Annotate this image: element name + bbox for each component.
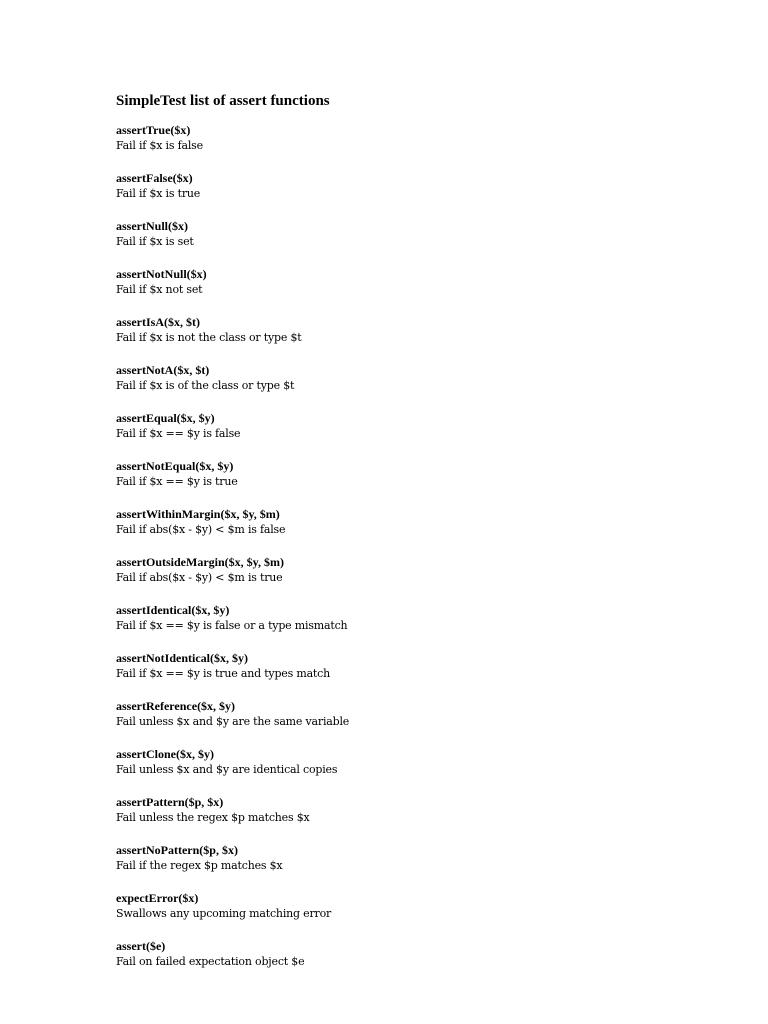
function-name: assert($e) xyxy=(116,939,166,953)
function-name: assertNull($x) xyxy=(116,219,188,233)
function-name: assertReference($x, $y) xyxy=(116,699,236,713)
function-description: Swallows any upcoming matching error xyxy=(116,907,332,920)
function-entry xyxy=(116,458,716,506)
function-name: assertEqual($x, $y) xyxy=(116,411,215,425)
function-description: Fail unless $x and $y are the same variable xyxy=(116,715,350,728)
function-name: assertWithinMargin($x, $y, $m) xyxy=(116,507,280,521)
function-description: Fail if abs($x - $y) < $m is false xyxy=(116,523,286,536)
function-name: assertNotEqual($x, $y) xyxy=(116,459,234,473)
function-description: Fail if $x is true xyxy=(116,187,201,200)
function-description: Fail unless the regex $p matches $x xyxy=(116,811,310,824)
function-entry xyxy=(116,314,716,362)
function-entry xyxy=(116,938,716,986)
function-entry xyxy=(116,266,716,314)
function-entry xyxy=(116,554,716,602)
function-name: expectError($x) xyxy=(116,891,199,905)
document-title: SimpleTest list of assert functions xyxy=(116,93,330,109)
function-description: Fail on failed expectation object $e xyxy=(116,955,305,968)
function-description: Fail if $x == $y is false or a type mismatch xyxy=(116,619,348,632)
function-name: assertIsA($x, $t) xyxy=(116,315,200,329)
function-description: Fail if $x is false xyxy=(116,139,203,152)
function-name: assertFalse($x) xyxy=(116,171,193,185)
function-name: assertIdentical($x, $y) xyxy=(116,603,230,617)
function-entry xyxy=(116,794,716,842)
function-entry xyxy=(116,506,716,554)
function-entry xyxy=(116,362,716,410)
function-name: assertClone($x, $y) xyxy=(116,747,214,761)
function-description: Fail if abs($x - $y) < $m is true xyxy=(116,571,283,584)
function-name: assertNotIdentical($x, $y) xyxy=(116,651,248,665)
function-name: assertTrue($x) xyxy=(116,123,191,137)
function-description: Fail if $x == $y is true and types match xyxy=(116,667,330,680)
function-entry xyxy=(116,650,716,698)
function-entry xyxy=(116,170,716,218)
function-entry xyxy=(116,842,716,890)
function-name: assertNotA($x, $t) xyxy=(116,363,210,377)
document-page xyxy=(116,92,716,986)
function-entry xyxy=(116,602,716,650)
function-name: assertNoPattern($p, $x) xyxy=(116,843,238,857)
function-entry xyxy=(116,890,716,938)
function-entry xyxy=(116,122,716,170)
function-entry xyxy=(116,698,716,746)
function-description: Fail if $x == $y is true xyxy=(116,475,238,488)
function-description: Fail if $x is set xyxy=(116,235,194,248)
function-description: Fail if $x is of the class or type $t xyxy=(116,379,295,392)
function-name: assertNotNull($x) xyxy=(116,267,207,281)
function-description: Fail unless $x and $y are identical copies xyxy=(116,763,338,776)
assert-function-list xyxy=(116,122,716,986)
function-entry xyxy=(116,746,716,794)
function-description: Fail if $x == $y is false xyxy=(116,427,241,440)
function-description: Fail if $x is not the class or type $t xyxy=(116,331,302,344)
function-entry xyxy=(116,410,716,458)
function-name: assertPattern($p, $x) xyxy=(116,795,224,809)
function-entry xyxy=(116,218,716,266)
function-description: Fail if the regex $p matches $x xyxy=(116,859,283,872)
function-description: Fail if $x not set xyxy=(116,283,203,296)
function-name: assertOutsideMargin($x, $y, $m) xyxy=(116,555,284,569)
